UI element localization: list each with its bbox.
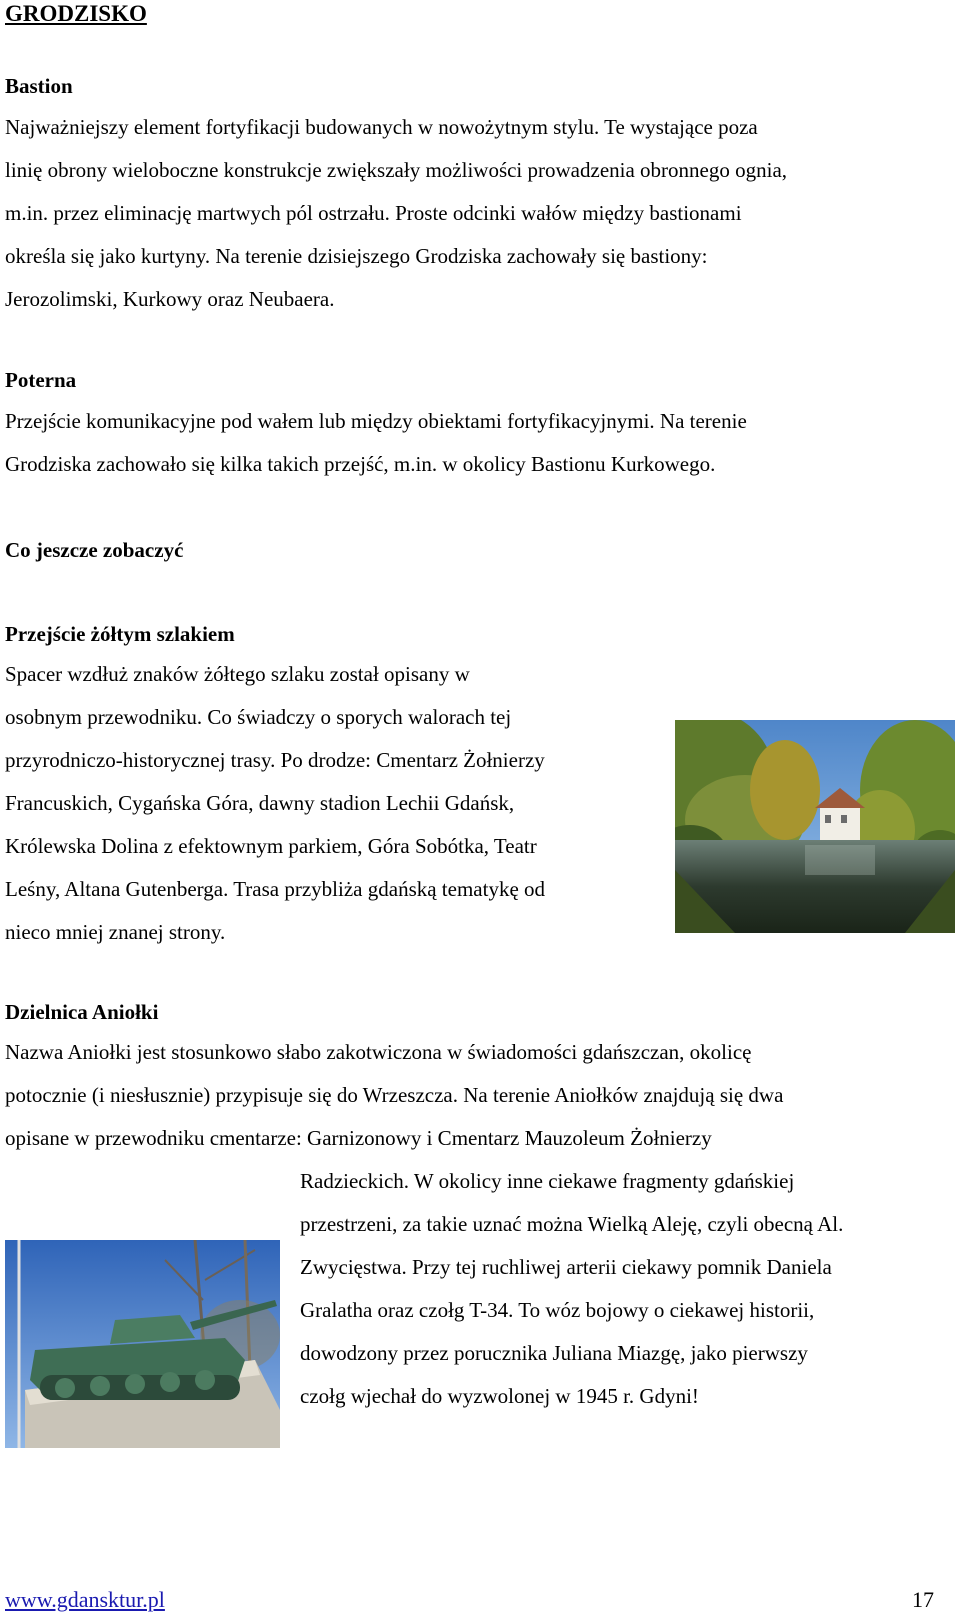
t34-tank-image — [5, 1240, 280, 1448]
park-canal-image — [675, 720, 955, 933]
text-line: Spacer wzdłuż znaków żółtego szlaku został opisany w — [5, 662, 470, 686]
section-heading-szlak: Przejście żółtym szlakiem — [5, 622, 235, 646]
section-heading-co-jeszcze: Co jeszcze zobaczyć — [5, 538, 184, 562]
section-heading-bastion: Bastion — [5, 74, 73, 98]
t34-tank-photo — [5, 1240, 280, 1448]
text-line: określa się jako kurtyny. Na terenie dzisiejszego Grodziska zachowały się bastiony: — [5, 244, 708, 268]
text-line: przyrodniczo-historycznej trasy. Po drodze: Cmentarz Żołnierzy — [5, 748, 545, 772]
text-line: Gralatha oraz czołg T-34. To wóz bojowy o ciekawej historii, — [300, 1298, 815, 1322]
footer-website-link[interactable]: www.gdansktur.pl — [5, 1587, 165, 1612]
text-line: Francuskich, Cygańska Góra, dawny stadion Lechii Gdańsk, — [5, 791, 515, 815]
paragraph-bastion — [5, 106, 787, 321]
text-line: Radzieckich. W okolicy inne ciekawe fragmenty gdańskiej — [300, 1169, 795, 1193]
text-line: Przejście komunikacyjne pod wałem lub między obiektami fortyfikacyjnymi. Na terenie — [5, 409, 747, 433]
paragraph-szlak — [5, 653, 545, 954]
text-line: Najważniejszy element fortyfikacji budowanych w nowożytnym stylu. Te wystające poza — [5, 115, 758, 139]
text-line: Królewska Dolina z efektownym parkiem, Góra Sobótka, Teatr — [5, 834, 537, 858]
text-line: osobnym przewodniku. Co świadczy o sporych walorach tej — [5, 705, 512, 729]
text-line: Leśny, Altana Gutenberga. Trasa przybliża gdańską tematykę od — [5, 877, 546, 901]
text-line: Jerozolimski, Kurkowy oraz Neubaera. — [5, 287, 335, 311]
text-line: Grodziska zachowało się kilka takich przejść, m.in. w okolicy Bastionu Kurkowego. — [5, 452, 716, 476]
text-line: linię obrony wieloboczne konstrukcje zwiększały możliwości prowadzenia obronnego ognia, — [5, 158, 788, 182]
section-heading-aniolki: Dzielnica Aniołki — [5, 1000, 159, 1024]
page-number: 17 — [912, 1587, 934, 1612]
paragraph-poterna — [5, 400, 747, 486]
paragraph-aniolki-indented — [300, 1160, 843, 1418]
text-line: nieco mniej znanej strony. — [5, 920, 226, 944]
text-line: przestrzeni, za takie uznać można Wielką Aleję, czyli obecną Al. — [300, 1212, 844, 1236]
text-line: opisane w przewodniku cmentarze: Garnizonowy i Cmentarz Mauzoleum Żołnierzy — [5, 1126, 712, 1150]
text-line: czołg wjechał do wyzwolonej w 1945 r. Gdyni! — [300, 1384, 699, 1408]
page-title: GRODZISKO — [5, 1, 147, 26]
text-line: dowodzony przez porucznika Juliana Miazgę, jako pierwszy — [300, 1341, 808, 1365]
text-line: Zwycięstwa. Przy tej ruchliwej arterii ciekawy pomnik Daniela — [300, 1255, 832, 1279]
text-line: m.in. przez eliminację martwych pól ostrzału. Proste odcinki wałów między bastionami — [5, 201, 742, 225]
park-canal-photo — [675, 720, 955, 933]
text-line: Nazwa Aniołki jest stosunkowo słabo zakotwiczona w świadomości gdańszczan, okolicę — [5, 1040, 752, 1064]
paragraph-aniolki-full — [5, 1031, 783, 1160]
text-line: potocznie (i niesłusznie) przypisuje się do Wrzeszcza. Na terenie Aniołków znajdują się dwa — [5, 1083, 784, 1107]
section-heading-poterna: Poterna — [5, 368, 77, 392]
